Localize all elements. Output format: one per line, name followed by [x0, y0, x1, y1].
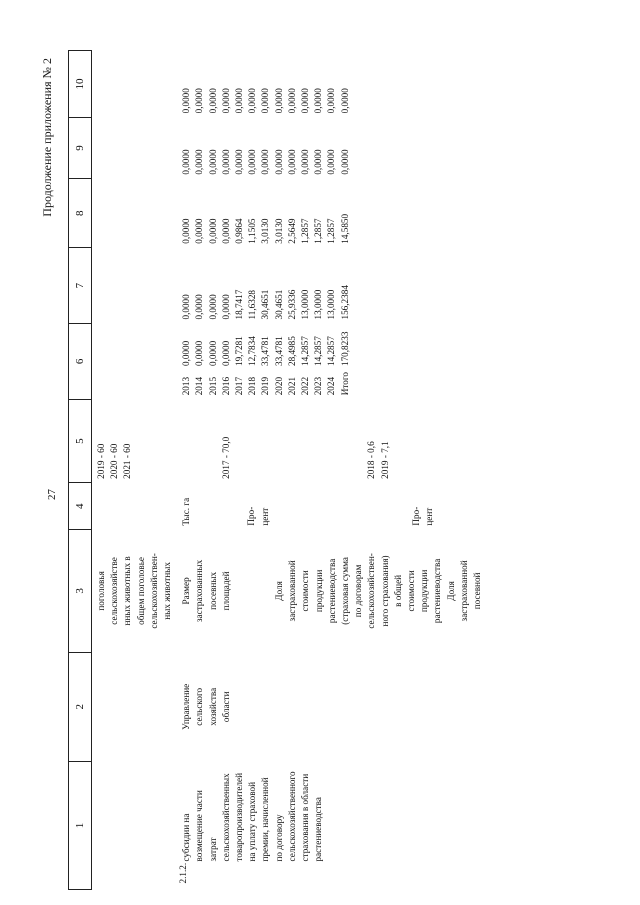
- amount-cell: 14,2857: [300, 336, 311, 367]
- indicator-names: [177, 530, 487, 653]
- year-cell: 2024: [326, 376, 337, 396]
- amount-cell: 33,4781: [273, 336, 284, 367]
- amount-cell: 0,0000: [273, 88, 284, 114]
- row-code: 2.1.2.: [178, 862, 189, 884]
- amount-cell: 0,0000: [207, 340, 218, 367]
- amount-cell: 0,0000: [286, 149, 297, 175]
- local-budget: [177, 117, 487, 178]
- appendix-header: [40, 50, 58, 890]
- amount-cell: 0,0000: [207, 88, 218, 114]
- amount-cell: 0,0000: [181, 294, 192, 320]
- total-funding: [180, 332, 352, 366]
- amount-cell: 156,2384: [339, 285, 350, 320]
- amount-cell: 1,2857: [313, 218, 324, 244]
- year-cell: 2022: [300, 376, 311, 396]
- year-cell: 2019: [260, 376, 271, 396]
- year-cell: 2014: [194, 376, 205, 396]
- amount-cell: 1,2857: [326, 218, 337, 244]
- column-number: 2: [69, 652, 92, 761]
- indicator-1-unit: Тыс. га: [181, 497, 192, 526]
- year-cell: 2013: [181, 376, 192, 396]
- amount-cell: 0,0000: [260, 149, 271, 175]
- amount-cell: 33,4781: [260, 336, 271, 367]
- amount-cell: 18,7417: [234, 289, 245, 320]
- year-cell: 2023: [313, 376, 324, 396]
- amount-cell: 0,0000: [181, 88, 192, 114]
- amount-cell: 0,0000: [194, 294, 205, 320]
- column-number: 1: [69, 761, 92, 889]
- amount-cell: 2,5649: [286, 218, 297, 244]
- amount-cell: 0,0000: [194, 149, 205, 175]
- amount-cell: 0,0000: [326, 149, 337, 175]
- amount-cell: 14,5850: [339, 213, 350, 244]
- amount-cell: 30,4651: [260, 289, 271, 320]
- column-number: 9: [69, 117, 92, 178]
- continued-row: [92, 51, 178, 890]
- indicator-1-value: 2017 - 70,0: [221, 436, 232, 479]
- indicator-2-name: Доля застрахованной стоимости продукции растениеводства (страховая сумма по договорам сельскохозяйствен- ного страхования) в общей стоимости продукции растениеводства: [274, 553, 443, 629]
- indicator-3-name: Доля застрахованной посевной: [445, 560, 483, 622]
- amount-cell: 0,0000: [234, 149, 245, 175]
- amount-cell: 0,0000: [220, 340, 231, 367]
- column-number: 7: [69, 248, 92, 324]
- amount-cell: 0,0000: [194, 88, 205, 114]
- amount-cell: 0,0000: [181, 340, 192, 367]
- amount-cell: 0,0000: [181, 218, 192, 244]
- amount-cell: 14,2857: [326, 336, 337, 367]
- amount-cell: 25,9336: [286, 289, 297, 320]
- indicator-2-unit: Про- цент: [246, 506, 270, 526]
- column-number: 8: [69, 179, 92, 248]
- amount-cell: 12,7834: [247, 336, 258, 367]
- amount-cell: 0,0000: [220, 218, 231, 244]
- amount-cell: 0,0000: [313, 149, 324, 175]
- amount-cell: 13,0000: [326, 289, 337, 320]
- column-number-row: [69, 51, 92, 890]
- amount-cell: 0,0000: [339, 149, 350, 175]
- amount-cell: 0,0000: [339, 88, 350, 114]
- indicator-values: [177, 399, 487, 483]
- indicator-3-unit: Про- цент: [410, 506, 435, 526]
- year-cell: Итого: [339, 372, 350, 396]
- amount-cell: 0,0000: [181, 149, 192, 175]
- amount-cell: 0,0000: [207, 218, 218, 244]
- amount-cell: 0,0000: [194, 340, 205, 367]
- measure-row: [177, 51, 487, 890]
- amount-cell: 0,0000: [207, 149, 218, 175]
- continued-values: 2019 - 60 2020 - 60 2021 - 60: [96, 443, 133, 479]
- column-number: 6: [69, 324, 92, 400]
- amount-cell: 0,0000: [273, 149, 284, 175]
- year-cell: 2018: [247, 376, 258, 396]
- amount-cell: 0,0000: [260, 88, 271, 114]
- amount-cell: 3,0130: [260, 218, 271, 244]
- amount-cell: 3,0130: [273, 218, 284, 244]
- amount-cell: 14,2857: [313, 336, 324, 367]
- year-cell: 2016: [220, 376, 231, 396]
- amount-cell: 0,0000: [234, 88, 245, 114]
- indicator-1-name: Размер застрахованных посевных площадей: [181, 559, 231, 623]
- amount-cell: 30,4651: [273, 289, 284, 320]
- indicator-2-values: 2018 - 0,6 2019 - 7,1: [366, 441, 390, 479]
- other-sources: [177, 51, 487, 118]
- appendix-title: Продолжение приложения № 2: [40, 58, 54, 217]
- rotated-page: [40, 35, 600, 890]
- amount-cell: 0,0000: [220, 149, 231, 175]
- amount-cell: 0,0000: [300, 149, 311, 175]
- amount-cell: 0,0000: [326, 88, 337, 114]
- amount-cell: 1,2857: [300, 218, 311, 244]
- amount-cell: 1,1505: [247, 218, 258, 244]
- amount-cell: 28,4985: [286, 336, 297, 367]
- program-table: [68, 50, 487, 890]
- amount-cell: 0,0000: [247, 149, 258, 175]
- amount-cell: 0,0000: [220, 294, 231, 320]
- indicator-units: [177, 483, 487, 530]
- year-cell: 2017: [234, 376, 245, 396]
- years-and-totals: [177, 324, 487, 400]
- continued-indicator: поголовья сельскохозяйстве нных животных в общем поголовье сельскохозяйствен- ных животных: [96, 553, 173, 629]
- column-number: 3: [69, 530, 92, 653]
- amount-cell: 19,7281: [234, 336, 245, 367]
- year-list: [180, 372, 352, 395]
- federal-budget: [177, 179, 487, 248]
- amount-cell: 170,8233: [339, 331, 350, 367]
- measure-name-cell: [177, 761, 487, 889]
- regional-budget: [177, 248, 487, 324]
- measure-name: субсидии на возмещение части затрат сельскохозяйственных товаропроизводителей на уплату страховой премии, начисленной по договору сельскохозяйственного страхования в области растениеводства: [181, 771, 324, 862]
- year-cell: 2015: [207, 376, 218, 396]
- amount-cell: 0,9864: [234, 218, 245, 244]
- column-number: 5: [69, 399, 92, 483]
- amount-cell: 0,0000: [286, 88, 297, 114]
- year-cell: 2021: [286, 376, 297, 396]
- amount-cell: 0,0000: [194, 218, 205, 244]
- page-number: 27: [46, 489, 58, 500]
- amount-cell: 0,0000: [313, 88, 324, 114]
- amount-cell: 0,0000: [247, 88, 258, 114]
- amount-cell: 13,0000: [300, 289, 311, 320]
- year-cell: 2020: [273, 376, 284, 396]
- executor: Управление сельского хозяйства области: [181, 683, 231, 730]
- amount-cell: 0,0000: [300, 88, 311, 114]
- amount-cell: 11,6328: [247, 289, 258, 320]
- column-number: 10: [69, 51, 92, 118]
- amount-cell: 0,0000: [220, 88, 231, 114]
- amount-cell: 13,0000: [313, 289, 324, 320]
- amount-cell: 0,0000: [207, 294, 218, 320]
- column-number: 4: [69, 483, 92, 530]
